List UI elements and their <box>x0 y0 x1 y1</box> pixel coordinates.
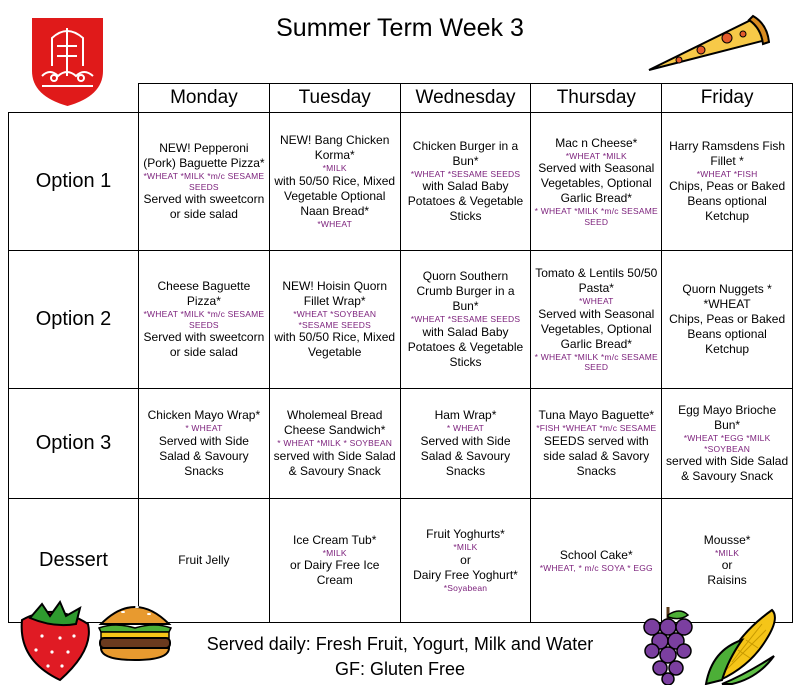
dish-text: Chicken Burger in a Bun* <box>412 138 519 168</box>
menu-table <box>8 83 793 623</box>
menu-cell <box>269 389 400 499</box>
menu-cell <box>662 113 793 251</box>
dish-text: Cheese Baguette Pizza* <box>157 278 251 308</box>
dish-text: with 50/50 Rice, Mixed Vegetable <box>274 330 396 360</box>
allergen-note: *MILK <box>322 547 347 558</box>
row-label: Option 2 <box>9 251 139 389</box>
dish-text: Mac n Cheese* <box>555 135 638 150</box>
dish-text: Egg Mayo Brioche Bun* <box>678 402 777 432</box>
dish-text: or Dairy Free Ice Cream <box>290 558 380 588</box>
dish-text: Served with sweetcorn or side salad <box>143 330 265 360</box>
option-1-row <box>9 113 793 251</box>
dish-text: Served with Side Salad & Savoury Snacks <box>420 433 511 478</box>
dish-text: with 50/50 Rice, Mixed Vegetable Optional Naan Bread* <box>274 174 396 218</box>
dish-text: with Salad Baby Potatoes & Vegetable Sticks <box>407 324 524 369</box>
dish-text: NEW! Bang Chicken Korma* <box>280 133 390 163</box>
menu-cell <box>269 499 400 623</box>
dish-text: Dairy Free Yoghurt* <box>413 568 518 582</box>
allergen-note: *WHEAT *SESAME SEEDS <box>410 168 521 179</box>
allergen-note: *WHEAT *EGG *MILK *SOYBEAN <box>683 432 771 454</box>
dish-text: Ham Wrap* <box>434 408 497 423</box>
dish-text: Served with Side Salad & Savoury Snacks <box>158 433 249 478</box>
page-title: Summer Term Week 3 <box>276 14 524 42</box>
allergen-note: *WHEAT, * m/c SOYA * EGG <box>539 562 653 573</box>
menu-cell <box>400 499 531 623</box>
dish-text: SEEDS served with side salad & Savory Snacks <box>543 433 650 478</box>
menu-cell <box>662 389 793 499</box>
dish-text: Tuna Mayo Baguette* <box>538 408 655 423</box>
allergen-note: *WHEAT *MILK <box>565 150 627 161</box>
dish-text: Ice Cream Tub* <box>293 532 377 547</box>
allergen-note: *WHEAT <box>317 219 352 229</box>
dish-text: Served with Seasonal Vegetables, Optional Garlic Bread* <box>538 306 655 351</box>
allergen-note: * WHEAT *MILK * SOYBEAN <box>277 438 393 449</box>
row-label: Option 3 <box>9 389 139 499</box>
dish-text: *WHEAT <box>703 297 751 311</box>
dish-text: Quorn Nuggets * <box>682 282 772 296</box>
day-header: Thursday <box>531 84 662 113</box>
menu-cell <box>269 251 400 389</box>
allergen-note: *MILK <box>453 542 478 553</box>
day-header: Tuesday <box>269 84 400 113</box>
dish-text: served with Side Salad & Savoury Snack <box>666 454 789 484</box>
header-row <box>9 84 793 113</box>
pizza-slice-image <box>645 4 770 79</box>
allergen-note: * WHEAT <box>185 423 223 434</box>
allergen-note: * WHEAT *MILK *m/c SESAME SEED <box>534 351 658 373</box>
allergen-note: *WHEAT <box>579 296 614 307</box>
menu-cell <box>531 113 662 251</box>
day-header: Monday <box>139 84 270 113</box>
option-3-row <box>9 389 793 499</box>
day-header: Friday <box>662 84 793 113</box>
allergen-note: *WHEAT *SESAME SEEDS <box>410 314 521 325</box>
allergen-note: *WHEAT *FISH <box>696 168 758 179</box>
allergen-note: *MILK <box>715 547 740 558</box>
allergen-note: *Soyabean <box>443 583 488 593</box>
dish-text: Tomato & Lentils 50/50 Pasta* <box>535 266 658 296</box>
dish-text: Served with sweetcorn or side salad <box>143 192 265 222</box>
allergen-note: *WHEAT *MILK *m/c SESAME SEEDS <box>143 308 265 330</box>
allergen-note: *MILK <box>322 163 347 174</box>
dish-text: Chicken Mayo Wrap* <box>147 408 261 423</box>
menu-cell <box>269 113 400 251</box>
footer-served-daily: Served daily: Fresh Fruit, Yogurt, Milk and Water <box>206 634 594 654</box>
allergen-note: *WHEAT *MILK *m/c SESAME SEEDS <box>143 170 265 192</box>
dish-text: Chips, Peas or Baked Beans optional Ketchup <box>669 312 786 356</box>
menu-cell <box>400 251 531 389</box>
dish-text: Fruit Yoghurts* <box>426 527 505 542</box>
dish-text: Harry Ramsdens Fish Fillet * <box>669 138 786 168</box>
day-header: Wednesday <box>400 84 531 113</box>
row-label: Option 1 <box>9 113 139 251</box>
dish-text: Quorn Southern Crumb Burger in a Bun* <box>416 269 515 314</box>
menu-cell <box>400 113 531 251</box>
dish-text: served with Side Salad & Savoury Snack <box>273 448 396 478</box>
dish-text: Raisins <box>707 573 747 588</box>
menu-cell <box>139 389 270 499</box>
allergen-note: *FISH *WHEAT *m/c SESAME <box>536 423 657 434</box>
dish-text: School Cake* <box>559 547 633 562</box>
dish-text: with Salad Baby Potatoes & Vegetable Sticks <box>407 179 524 224</box>
menu-cell <box>531 389 662 499</box>
allergen-note: *WHEAT *SOYBEAN *SESAME SEEDS <box>293 308 377 330</box>
dish-text: or <box>721 558 733 573</box>
dish-text: Served with Seasonal Vegetables, Optional Garlic Bread* <box>538 161 655 206</box>
dish-text: NEW! Hoisin Quorn Fillet Wrap* <box>282 278 388 308</box>
menu-cell <box>139 113 270 251</box>
dish-text: Fruit Jelly <box>178 553 230 567</box>
dish-text: Chips, Peas or Baked Beans optional Ketchup <box>669 179 786 224</box>
footer-gluten-free-note: GF: Gluten Free <box>334 659 466 679</box>
dish-text: or <box>460 553 471 567</box>
dish-text: NEW! Pepperoni (Pork) Baguette Pizza* <box>143 140 265 170</box>
menu-cell <box>400 389 531 499</box>
dish-text: Wholemeal Bread Cheese Sandwich* <box>283 408 386 438</box>
menu-cell <box>139 251 270 389</box>
option-2-row <box>9 251 793 389</box>
allergen-note: * WHEAT <box>446 423 485 434</box>
menu-cell <box>531 251 662 389</box>
row-label: Dessert <box>9 499 139 623</box>
menu-cell <box>662 251 793 389</box>
corner-cell <box>9 84 139 113</box>
dish-text: Mousse* <box>703 532 751 547</box>
menu-cell <box>531 499 662 623</box>
allergen-note: * WHEAT *MILK *m/c SESAME SEED <box>534 206 658 227</box>
